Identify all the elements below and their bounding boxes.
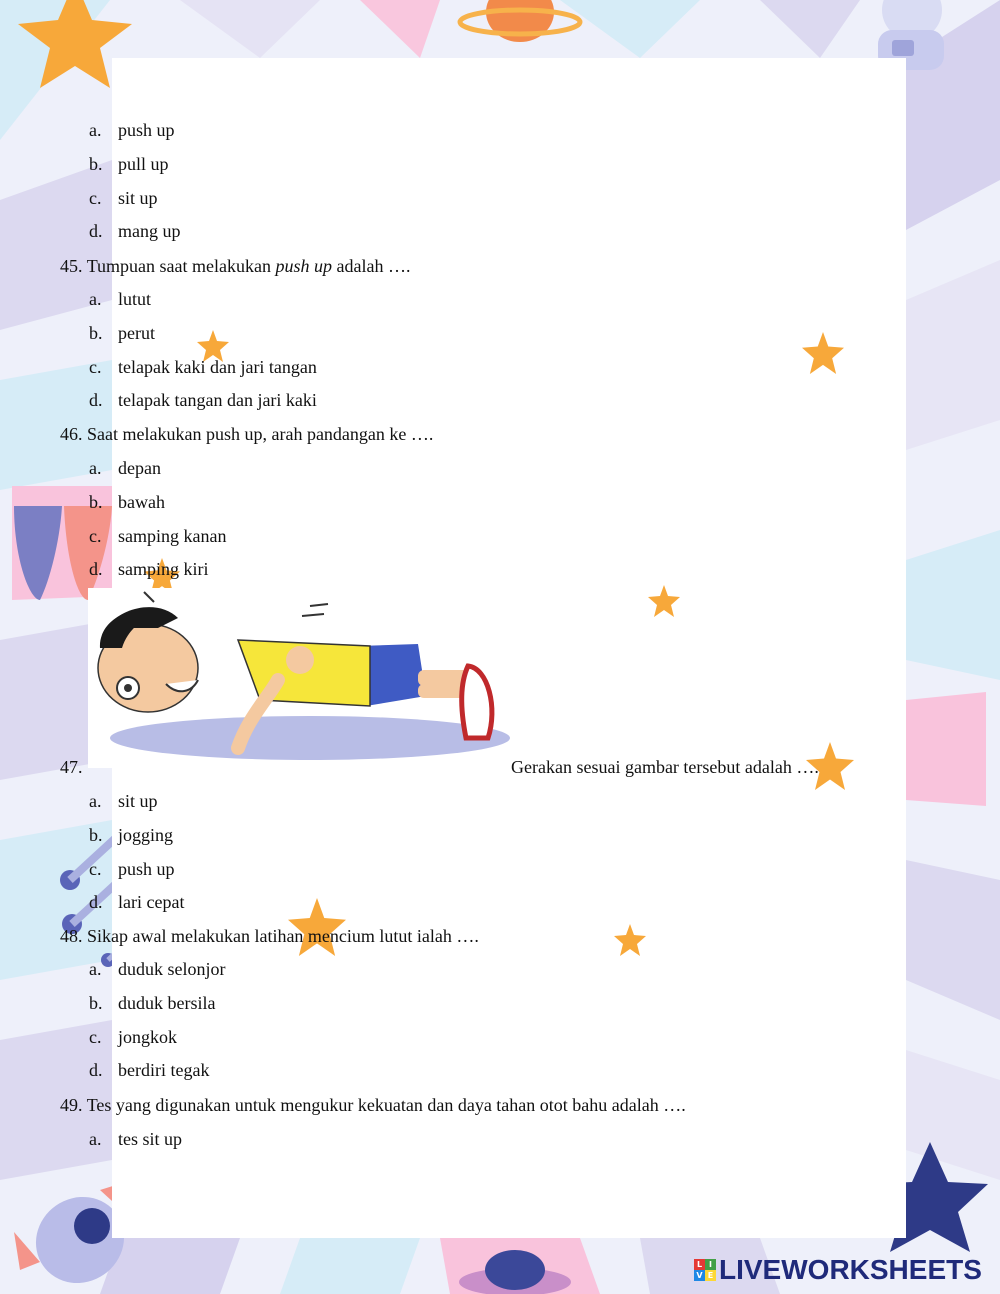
question-46 [60, 423, 433, 445]
option-text: sit up [118, 188, 158, 208]
question-text-part: Tumpuan saat melakukan [86, 256, 276, 276]
star-icon [802, 332, 844, 374]
option-letter: d. [89, 221, 103, 241]
option-letter: d. [89, 390, 103, 410]
option-letter: a. [89, 289, 102, 309]
brand-logo-letter: I [705, 1259, 716, 1270]
option-text: samping kanan [118, 526, 227, 546]
question-45 [60, 255, 410, 277]
option-letter: c. [89, 188, 102, 208]
option-letter: b. [89, 825, 103, 845]
question-text: Tes yang digunakan untuk mengukur kekuatan dan daya tahan otot bahu adalah …. [86, 1095, 686, 1115]
question-number: 49. [60, 1095, 83, 1115]
star-icon [648, 585, 680, 617]
option-text: tes sit up [118, 1129, 183, 1149]
question-text-part: adalah …. [332, 256, 411, 276]
option-letter: d. [89, 559, 103, 579]
option-letter: b. [89, 492, 103, 512]
option-letter: c. [89, 859, 102, 879]
liveworksheets-logo [694, 1254, 982, 1286]
question-47-number: 47. [60, 757, 83, 777]
option-text: perut [118, 323, 155, 343]
question-text: Saat melakukan push up, arah pandangan ke …. [87, 424, 434, 444]
question-48 [60, 925, 479, 947]
push-up-illustration [88, 588, 512, 768]
question-47-text: Gerakan sesuai gambar tersebut adalah …. [511, 757, 819, 777]
option-letter: c. [89, 1027, 102, 1047]
option-text: bawah [118, 492, 165, 512]
question-number: 45. [60, 256, 83, 276]
question-text: Sikap awal melakukan latihan mencium lutut ialah …. [87, 926, 479, 946]
option-text: berdiri tegak [118, 1060, 210, 1080]
option-text: push up [118, 859, 175, 879]
option-text: jogging [118, 825, 174, 845]
question-text-italic: push up [275, 256, 333, 276]
option-letter: c. [89, 357, 102, 377]
option-letter: c. [89, 526, 102, 546]
brand-logo-letter: L [694, 1259, 705, 1270]
option-text: jongkok [118, 1027, 178, 1047]
brand-name: LIVEWORKSHEETS [719, 1254, 982, 1285]
option-text: samping kiri [118, 559, 209, 579]
option-letter: a. [89, 458, 102, 478]
option-letter: a. [89, 1129, 102, 1149]
option-text: lari cepat [118, 892, 185, 912]
option-letter: d. [89, 1060, 103, 1080]
question-text [87, 256, 411, 276]
option-text: mang up [118, 221, 181, 241]
option-letter: a. [89, 120, 102, 140]
question-number: 48. [60, 926, 83, 946]
brand-logo-letter: E [705, 1270, 716, 1281]
option-text: telapak tangan dan jari kaki [118, 390, 317, 410]
brand-logo-letter: V [694, 1270, 705, 1281]
brand-logo-icon [694, 1259, 716, 1281]
question-number: 46. [60, 424, 83, 444]
star-icon [614, 924, 646, 956]
option-text: pull up [118, 154, 169, 174]
option-text: sit up [118, 791, 158, 811]
option-text: telapak kaki dan jari tangan [118, 357, 317, 377]
option-text: duduk bersila [118, 993, 216, 1013]
option-letter: a. [89, 959, 102, 979]
option-text: lutut [118, 289, 152, 309]
option-letter: a. [89, 791, 102, 811]
option-text: duduk selonjor [118, 959, 226, 979]
option-text: depan [118, 458, 161, 478]
question-49 [60, 1094, 686, 1116]
option-letter: b. [89, 323, 103, 343]
option-letter: d. [89, 892, 103, 912]
option-letter: b. [89, 993, 103, 1013]
option-text: push up [118, 120, 175, 140]
option-letter: b. [89, 154, 103, 174]
